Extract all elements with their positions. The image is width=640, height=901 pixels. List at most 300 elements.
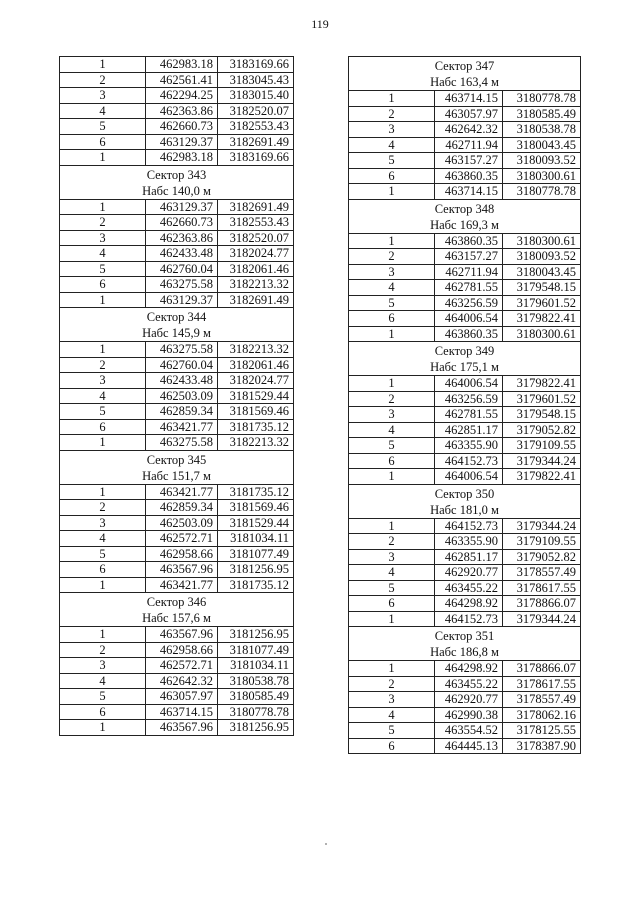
coordinate-row — [349, 692, 581, 708]
point-number-cell: 4 — [60, 531, 146, 547]
y-coordinate-cell: 3181735.12 — [218, 419, 294, 435]
x-coordinate-cell: 462660.73 — [146, 119, 218, 135]
point-number-cell: 3 — [349, 122, 435, 138]
point-number-cell: 5 — [60, 261, 146, 277]
y-coordinate-cell: 3182553.43 — [218, 119, 294, 135]
x-coordinate-cell: 462781.55 — [435, 280, 503, 296]
coordinate-row — [60, 150, 294, 166]
point-number-cell: 1 — [349, 376, 435, 392]
coordinate-row — [349, 549, 581, 565]
y-coordinate-cell: 3179822.41 — [503, 311, 581, 327]
coordinate-row — [60, 484, 294, 500]
y-coordinate-cell: 3178866.07 — [503, 596, 581, 612]
coordinate-row — [349, 326, 581, 342]
sector-header — [349, 199, 581, 233]
sector-title: Сектор 351 — [434, 629, 495, 643]
y-coordinate-cell: 3180300.61 — [503, 168, 581, 184]
sector-elevation: Набс 169,3 м — [430, 217, 499, 232]
coordinate-row — [60, 103, 294, 119]
point-number-cell: 5 — [349, 295, 435, 311]
coordinate-row — [349, 233, 581, 249]
coordinate-row — [60, 720, 294, 736]
y-coordinate-cell: 3181529.44 — [218, 388, 294, 404]
point-number-cell: 6 — [349, 168, 435, 184]
sector-elevation: Набс 186,8 м — [430, 645, 499, 659]
sector-header — [349, 57, 581, 91]
coordinate-row — [60, 357, 294, 373]
coordinate-row — [60, 292, 294, 308]
coordinate-row — [60, 72, 294, 88]
x-coordinate-cell: 464006.54 — [435, 469, 503, 485]
point-number-cell: 1 — [349, 469, 435, 485]
x-coordinate-cell: 463567.96 — [146, 562, 218, 578]
x-coordinate-cell: 463157.27 — [435, 153, 503, 169]
page-number: 119 — [311, 17, 329, 31]
x-coordinate-cell: 462711.94 — [435, 264, 503, 280]
y-coordinate-cell: 3181256.95 — [218, 562, 294, 578]
sector-elevation: Набс 157,6 м — [142, 611, 211, 625]
point-number-cell: 3 — [60, 658, 146, 674]
y-coordinate-cell: 3180778.78 — [218, 704, 294, 720]
coordinate-row — [349, 249, 581, 265]
x-coordinate-cell: 463275.58 — [146, 277, 218, 293]
point-number-cell: 2 — [349, 534, 435, 550]
x-coordinate-cell: 462642.32 — [435, 122, 503, 138]
x-coordinate-cell: 463860.35 — [435, 326, 503, 342]
coordinates-table-right — [348, 56, 581, 754]
point-number-cell: 1 — [60, 342, 146, 358]
sector-title: Сектор 349 — [434, 344, 495, 358]
y-coordinate-cell: 3182520.07 — [218, 103, 294, 119]
sector-title: Сектор 344 — [146, 310, 207, 324]
sector-header — [60, 450, 294, 484]
y-coordinate-cell: 3180043.45 — [503, 137, 581, 153]
coordinate-row — [60, 562, 294, 578]
y-coordinate-cell: 3178617.55 — [503, 580, 581, 596]
point-number-cell: 5 — [60, 119, 146, 135]
y-coordinate-cell: 3181034.11 — [218, 658, 294, 674]
x-coordinate-cell: 463129.37 — [146, 292, 218, 308]
x-coordinate-cell: 463256.59 — [435, 391, 503, 407]
x-coordinate-cell: 463455.22 — [435, 676, 503, 692]
coordinate-row — [349, 184, 581, 200]
y-coordinate-cell: 3182024.77 — [218, 246, 294, 262]
sector-elevation: Набс 175,1 м — [430, 360, 499, 374]
point-number-cell: 5 — [60, 546, 146, 562]
y-coordinate-cell: 3181034.11 — [218, 531, 294, 547]
coordinate-row — [349, 122, 581, 138]
sector-elevation: Набс 140,0 м — [142, 183, 211, 198]
point-number-cell: 1 — [349, 233, 435, 249]
x-coordinate-cell: 462433.48 — [146, 246, 218, 262]
coordinate-row — [60, 88, 294, 104]
point-number-cell: 4 — [349, 707, 435, 723]
y-coordinate-cell: 3181077.49 — [218, 546, 294, 562]
sector-header-row — [60, 308, 294, 342]
sector-header — [60, 593, 294, 627]
coordinate-row — [60, 577, 294, 593]
point-number-cell: 3 — [349, 407, 435, 423]
x-coordinate-cell: 462920.77 — [435, 692, 503, 708]
point-number-cell: 1 — [60, 435, 146, 451]
point-number-cell: 2 — [60, 215, 146, 231]
x-coordinate-cell: 463057.97 — [435, 106, 503, 122]
x-coordinate-cell: 463714.15 — [146, 704, 218, 720]
x-coordinate-cell: 463275.58 — [146, 435, 218, 451]
point-number-cell: 4 — [349, 280, 435, 296]
y-coordinate-cell: 3183169.66 — [218, 57, 294, 73]
y-coordinate-cell: 3182520.07 — [218, 230, 294, 246]
coordinate-row — [349, 295, 581, 311]
y-coordinate-cell: 3179601.52 — [503, 391, 581, 407]
x-coordinate-cell: 462851.17 — [435, 422, 503, 438]
point-number-cell: 4 — [60, 388, 146, 404]
scan-speck — [325, 843, 327, 845]
x-coordinate-cell: 464006.54 — [435, 376, 503, 392]
coordinate-row — [60, 230, 294, 246]
sector-header-row — [60, 450, 294, 484]
point-number-cell: 6 — [349, 596, 435, 612]
sector-header-row — [349, 342, 581, 376]
x-coordinate-cell: 463567.96 — [146, 720, 218, 736]
coordinate-row — [60, 215, 294, 231]
y-coordinate-cell: 3178125.55 — [503, 723, 581, 739]
point-number-cell: 5 — [349, 153, 435, 169]
coordinate-row — [60, 546, 294, 562]
coordinate-row — [60, 515, 294, 531]
sector-title: Сектор 345 — [146, 452, 207, 467]
point-number-cell: 1 — [60, 720, 146, 736]
coordinate-row — [349, 153, 581, 169]
coordinate-row — [60, 419, 294, 435]
x-coordinate-cell: 462958.66 — [146, 546, 218, 562]
coordinate-row — [349, 707, 581, 723]
coordinate-row — [349, 453, 581, 469]
point-number-cell: 4 — [60, 103, 146, 119]
sector-header-row — [349, 627, 581, 661]
coordinate-row — [60, 404, 294, 420]
sector-header-row — [349, 484, 581, 518]
point-number-cell: 1 — [60, 150, 146, 166]
y-coordinate-cell: 3182061.46 — [218, 357, 294, 373]
coordinate-row — [349, 723, 581, 739]
point-number-cell: 1 — [349, 184, 435, 200]
point-number-cell: 6 — [60, 134, 146, 150]
point-number-cell: 2 — [60, 72, 146, 88]
x-coordinate-cell: 463567.96 — [146, 627, 218, 643]
point-number-cell: 2 — [349, 391, 435, 407]
y-coordinate-cell: 3179344.24 — [503, 453, 581, 469]
point-number-cell: 3 — [60, 230, 146, 246]
x-coordinate-cell: 462983.18 — [146, 57, 218, 73]
point-number-cell: 1 — [60, 57, 146, 73]
point-number-cell: 4 — [349, 565, 435, 581]
sector-header-row — [349, 199, 581, 233]
x-coordinate-cell: 463421.77 — [146, 577, 218, 593]
y-coordinate-cell: 3183045.43 — [218, 72, 294, 88]
x-coordinate-cell: 462660.73 — [146, 215, 218, 231]
point-number-cell: 6 — [349, 453, 435, 469]
y-coordinate-cell: 3180093.52 — [503, 153, 581, 169]
y-coordinate-cell: 3180093.52 — [503, 249, 581, 265]
coordinate-row — [60, 134, 294, 150]
sector-header — [60, 165, 294, 199]
point-number-cell: 1 — [349, 611, 435, 627]
x-coordinate-cell: 462859.34 — [146, 500, 218, 516]
point-number-cell: 6 — [349, 311, 435, 327]
sector-elevation: Набс 151,7 м — [142, 468, 211, 483]
coordinate-row — [349, 534, 581, 550]
coordinate-row — [349, 137, 581, 153]
y-coordinate-cell: 3182024.77 — [218, 373, 294, 389]
y-coordinate-cell: 3183169.66 — [218, 150, 294, 166]
sector-header — [349, 627, 581, 661]
point-number-cell: 1 — [349, 326, 435, 342]
coordinate-row — [349, 391, 581, 407]
point-number-cell: 1 — [60, 484, 146, 500]
x-coordinate-cell: 462958.66 — [146, 642, 218, 658]
y-coordinate-cell: 3179052.82 — [503, 549, 581, 565]
sector-header-row — [60, 165, 294, 199]
x-coordinate-cell: 463554.52 — [435, 723, 503, 739]
coordinate-row — [349, 311, 581, 327]
y-coordinate-cell: 3179344.24 — [503, 518, 581, 534]
coordinate-row — [349, 518, 581, 534]
y-coordinate-cell: 3181256.95 — [218, 720, 294, 736]
x-coordinate-cell: 464152.73 — [435, 453, 503, 469]
coordinate-row — [60, 704, 294, 720]
point-number-cell: 6 — [349, 738, 435, 754]
y-coordinate-cell: 3178557.49 — [503, 692, 581, 708]
point-number-cell: 6 — [60, 562, 146, 578]
x-coordinate-cell: 462983.18 — [146, 150, 218, 166]
point-number-cell: 4 — [349, 137, 435, 153]
x-coordinate-cell: 463256.59 — [435, 295, 503, 311]
x-coordinate-cell: 463421.77 — [146, 484, 218, 500]
coordinate-row — [349, 738, 581, 754]
y-coordinate-cell: 3180585.49 — [218, 689, 294, 705]
x-coordinate-cell: 463129.37 — [146, 134, 218, 150]
x-coordinate-cell: 464152.73 — [435, 518, 503, 534]
sector-elevation: Набс 181,0 м — [430, 502, 499, 517]
x-coordinate-cell: 463129.37 — [146, 199, 218, 215]
point-number-cell: 5 — [349, 580, 435, 596]
y-coordinate-cell: 3179109.55 — [503, 438, 581, 454]
coordinate-row — [349, 422, 581, 438]
y-coordinate-cell: 3181256.95 — [218, 627, 294, 643]
sector-header — [60, 308, 294, 342]
x-coordinate-cell: 463714.15 — [435, 91, 503, 107]
point-number-cell: 3 — [60, 373, 146, 389]
y-coordinate-cell: 3181569.46 — [218, 404, 294, 420]
y-coordinate-cell: 3180585.49 — [503, 106, 581, 122]
coordinate-row — [60, 246, 294, 262]
point-number-cell: 2 — [349, 676, 435, 692]
sector-title: Сектор 343 — [146, 167, 207, 182]
point-number-cell: 4 — [349, 422, 435, 438]
sector-header-row — [349, 57, 581, 91]
point-number-cell: 3 — [60, 88, 146, 104]
y-coordinate-cell: 3180778.78 — [503, 184, 581, 200]
x-coordinate-cell: 462572.71 — [146, 658, 218, 674]
y-coordinate-cell: 3182213.32 — [218, 342, 294, 358]
point-number-cell: 2 — [60, 500, 146, 516]
coordinate-row — [60, 119, 294, 135]
sector-title: Сектор 347 — [434, 59, 495, 73]
y-coordinate-cell: 3180300.61 — [503, 326, 581, 342]
point-number-cell: 6 — [60, 419, 146, 435]
x-coordinate-cell: 462433.48 — [146, 373, 218, 389]
x-coordinate-cell: 463455.22 — [435, 580, 503, 596]
coordinate-row — [349, 611, 581, 627]
y-coordinate-cell: 3180538.78 — [218, 673, 294, 689]
coordinate-row — [349, 106, 581, 122]
x-coordinate-cell: 464006.54 — [435, 311, 503, 327]
coordinate-row — [349, 407, 581, 423]
point-number-cell: 1 — [60, 627, 146, 643]
coordinate-row — [349, 661, 581, 677]
y-coordinate-cell: 3178387.90 — [503, 738, 581, 754]
x-coordinate-cell: 462561.41 — [146, 72, 218, 88]
x-coordinate-cell: 462642.32 — [146, 673, 218, 689]
y-coordinate-cell: 3181735.12 — [218, 577, 294, 593]
y-coordinate-cell: 3182213.32 — [218, 277, 294, 293]
y-coordinate-cell: 3182213.32 — [218, 435, 294, 451]
coordinate-row — [349, 168, 581, 184]
point-number-cell: 2 — [349, 106, 435, 122]
x-coordinate-cell: 463057.97 — [146, 689, 218, 705]
coordinate-row — [349, 264, 581, 280]
coordinate-row — [349, 280, 581, 296]
coordinate-row — [60, 658, 294, 674]
coordinate-row — [60, 261, 294, 277]
coordinate-row — [349, 676, 581, 692]
point-number-cell: 1 — [349, 661, 435, 677]
sector-header — [349, 342, 581, 376]
y-coordinate-cell: 3180043.45 — [503, 264, 581, 280]
coordinate-row — [349, 580, 581, 596]
y-coordinate-cell: 3182691.49 — [218, 134, 294, 150]
coordinate-row — [60, 531, 294, 547]
coordinate-row — [349, 376, 581, 392]
coordinates-table-left — [59, 56, 294, 736]
y-coordinate-cell: 3179344.24 — [503, 611, 581, 627]
x-coordinate-cell: 464298.92 — [435, 596, 503, 612]
point-number-cell: 1 — [60, 199, 146, 215]
point-number-cell: 3 — [349, 264, 435, 280]
y-coordinate-cell: 3183015.40 — [218, 88, 294, 104]
point-number-cell: 3 — [349, 549, 435, 565]
y-coordinate-cell: 3179548.15 — [503, 280, 581, 296]
x-coordinate-cell: 462363.86 — [146, 230, 218, 246]
x-coordinate-cell: 462503.09 — [146, 515, 218, 531]
sector-title: Сектор 350 — [434, 486, 495, 501]
y-coordinate-cell: 3181529.44 — [218, 515, 294, 531]
x-coordinate-cell: 464298.92 — [435, 661, 503, 677]
point-number-cell: 3 — [60, 515, 146, 531]
coordinate-row — [349, 438, 581, 454]
point-number-cell: 5 — [349, 438, 435, 454]
point-number-cell: 1 — [60, 292, 146, 308]
y-coordinate-cell: 3182691.49 — [218, 199, 294, 215]
x-coordinate-cell: 462760.04 — [146, 357, 218, 373]
x-coordinate-cell: 463157.27 — [435, 249, 503, 265]
point-number-cell: 1 — [349, 91, 435, 107]
point-number-cell: 5 — [349, 723, 435, 739]
y-coordinate-cell: 3178617.55 — [503, 676, 581, 692]
y-coordinate-cell: 3178062.16 — [503, 707, 581, 723]
coordinate-row — [349, 596, 581, 612]
coordinate-row — [60, 199, 294, 215]
y-coordinate-cell: 3181077.49 — [218, 642, 294, 658]
x-coordinate-cell: 464152.73 — [435, 611, 503, 627]
x-coordinate-cell: 462503.09 — [146, 388, 218, 404]
sector-title: Сектор 346 — [146, 595, 207, 609]
y-coordinate-cell: 3179822.41 — [503, 376, 581, 392]
x-coordinate-cell: 462294.25 — [146, 88, 218, 104]
y-coordinate-cell: 3182553.43 — [218, 215, 294, 231]
x-coordinate-cell: 463860.35 — [435, 233, 503, 249]
y-coordinate-cell: 3182691.49 — [218, 292, 294, 308]
y-coordinate-cell: 3180538.78 — [503, 122, 581, 138]
y-coordinate-cell: 3178557.49 — [503, 565, 581, 581]
y-coordinate-cell: 3179548.15 — [503, 407, 581, 423]
sector-header — [349, 484, 581, 518]
y-coordinate-cell: 3178866.07 — [503, 661, 581, 677]
coordinate-row — [60, 689, 294, 705]
y-coordinate-cell: 3180300.61 — [503, 233, 581, 249]
x-coordinate-cell: 463860.35 — [435, 168, 503, 184]
point-number-cell: 2 — [60, 642, 146, 658]
coordinate-row — [60, 342, 294, 358]
x-coordinate-cell: 462990.38 — [435, 707, 503, 723]
point-number-cell: 4 — [60, 673, 146, 689]
coordinate-row — [60, 673, 294, 689]
coordinate-row — [60, 388, 294, 404]
coordinate-row — [60, 373, 294, 389]
coordinate-row — [60, 642, 294, 658]
y-coordinate-cell: 3182061.46 — [218, 261, 294, 277]
sector-elevation: Набс 145,9 м — [142, 326, 211, 340]
x-coordinate-cell: 462760.04 — [146, 261, 218, 277]
point-number-cell: 4 — [60, 246, 146, 262]
x-coordinate-cell: 462363.86 — [146, 103, 218, 119]
x-coordinate-cell: 462920.77 — [435, 565, 503, 581]
point-number-cell: 2 — [60, 357, 146, 373]
y-coordinate-cell: 3180778.78 — [503, 91, 581, 107]
coordinate-row — [60, 277, 294, 293]
y-coordinate-cell: 3181569.46 — [218, 500, 294, 516]
y-coordinate-cell: 3181735.12 — [218, 484, 294, 500]
coordinate-row — [60, 435, 294, 451]
x-coordinate-cell: 462781.55 — [435, 407, 503, 423]
x-coordinate-cell: 463714.15 — [435, 184, 503, 200]
sector-title: Сектор 348 — [434, 201, 495, 216]
x-coordinate-cell: 462859.34 — [146, 404, 218, 420]
point-number-cell: 3 — [349, 692, 435, 708]
coordinate-row — [60, 57, 294, 73]
point-number-cell: 6 — [60, 704, 146, 720]
point-number-cell: 2 — [349, 249, 435, 265]
x-coordinate-cell: 464445.13 — [435, 738, 503, 754]
point-number-cell: 5 — [60, 689, 146, 705]
coordinate-row — [349, 565, 581, 581]
y-coordinate-cell: 3179601.52 — [503, 295, 581, 311]
point-number-cell: 6 — [60, 277, 146, 293]
sector-header-row — [60, 593, 294, 627]
y-coordinate-cell: 3179822.41 — [503, 469, 581, 485]
point-number-cell: 1 — [60, 577, 146, 593]
